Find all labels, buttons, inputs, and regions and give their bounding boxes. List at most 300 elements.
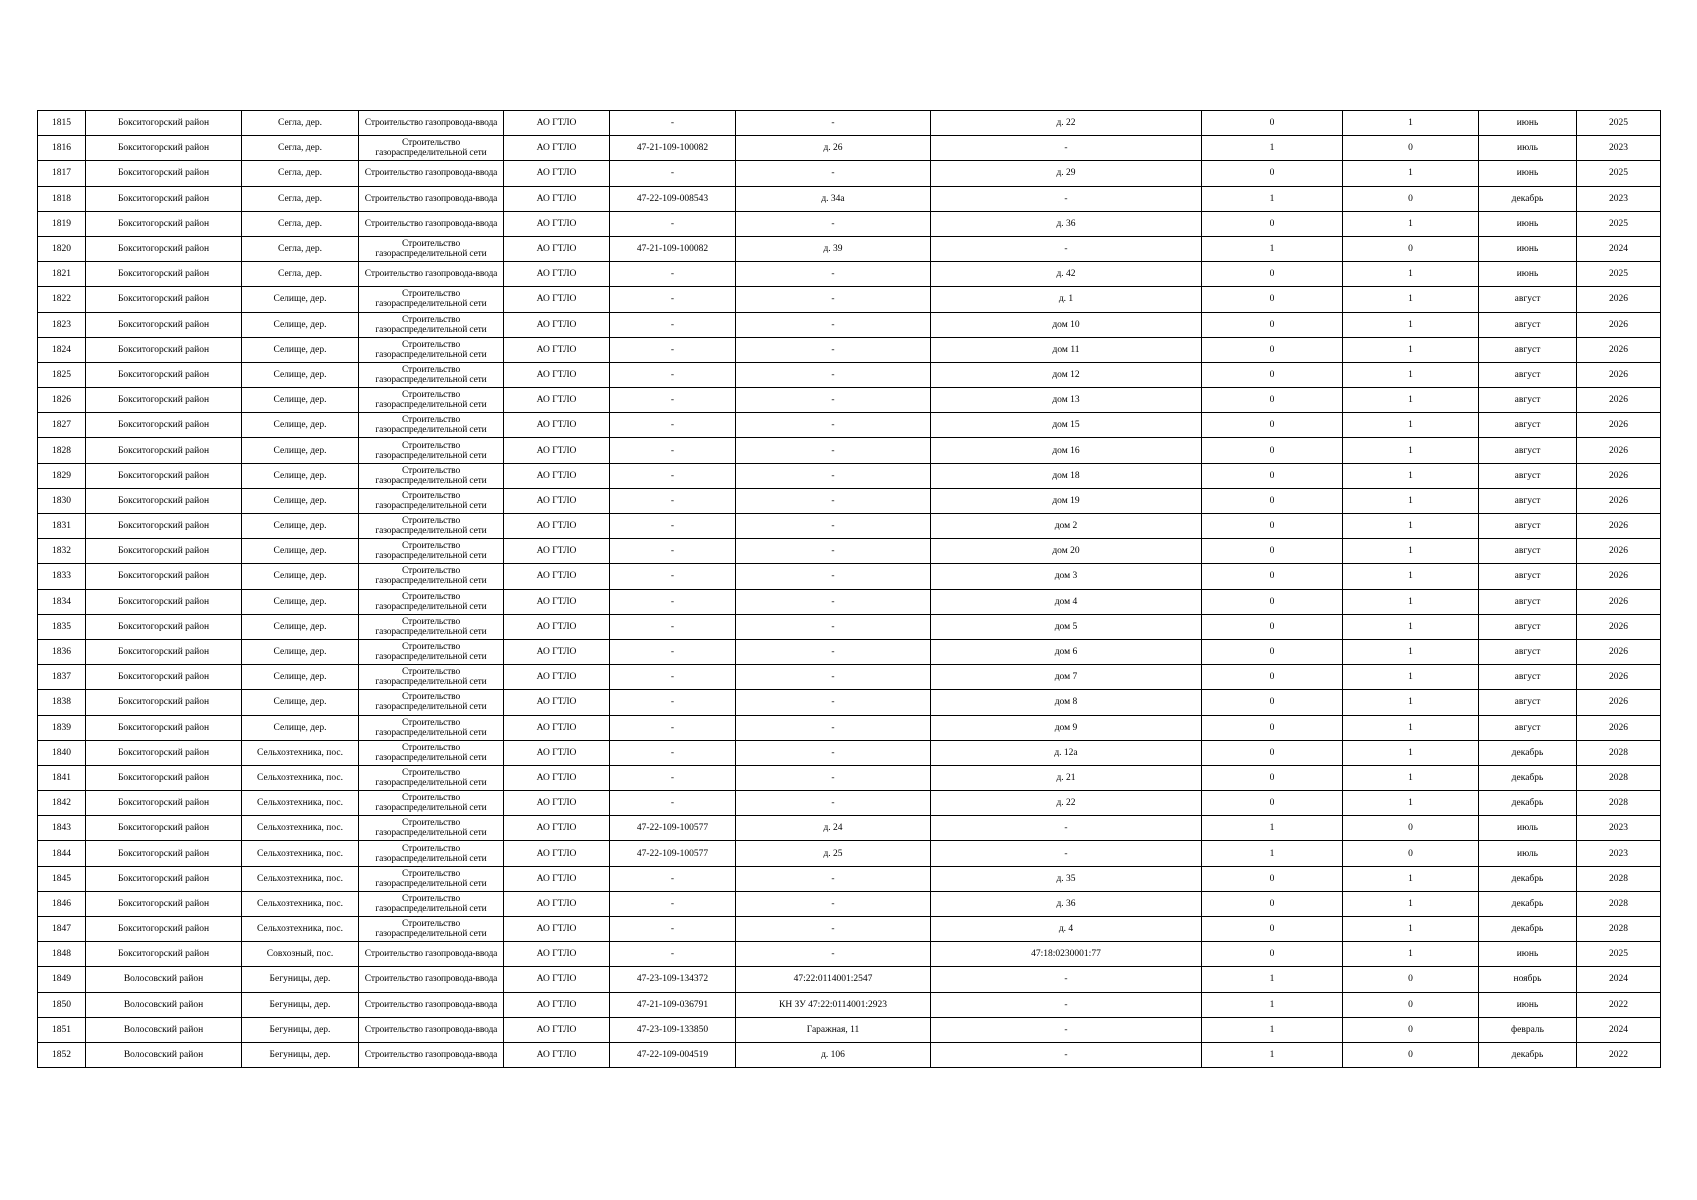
organization-cell: АО ГТЛО <box>504 740 610 765</box>
address-cell: - <box>736 438 931 463</box>
work-type-cell: Строительство газораспределительной сети <box>359 866 504 891</box>
organization-cell: АО ГТЛО <box>504 111 610 136</box>
organization-cell: АО ГТЛО <box>504 388 610 413</box>
month-cell: декабрь <box>1479 866 1577 891</box>
settlement-cell: Бегуницы, дер. <box>242 967 359 992</box>
year-cell: 2028 <box>1577 791 1661 816</box>
organization-cell: АО ГТЛО <box>504 816 610 841</box>
address-cell: - <box>736 564 931 589</box>
table-row <box>38 514 1661 539</box>
month-cell: август <box>1479 413 1577 438</box>
count-a-cell: 0 <box>1202 639 1343 664</box>
table-row <box>38 539 1661 564</box>
year-cell: 2026 <box>1577 665 1661 690</box>
work-type-cell: Строительство газораспределительной сети <box>359 312 504 337</box>
address-cell: - <box>736 665 931 690</box>
settlement-cell: Селище, дер. <box>242 639 359 664</box>
row-number-cell: 1851 <box>38 1017 86 1042</box>
month-cell: июль <box>1479 136 1577 161</box>
work-type-cell: Строительство газопровода-ввода <box>359 262 504 287</box>
year-cell: 2025 <box>1577 211 1661 236</box>
gasification-table <box>37 110 1661 1068</box>
year-cell: 2028 <box>1577 740 1661 765</box>
table-row <box>38 463 1661 488</box>
district-cell: Бокситогорский район <box>86 488 242 513</box>
object-cell: д. 12а <box>931 740 1202 765</box>
year-cell: 2022 <box>1577 992 1661 1017</box>
count-a-cell: 0 <box>1202 514 1343 539</box>
object-cell: д. 22 <box>931 791 1202 816</box>
month-cell: август <box>1479 388 1577 413</box>
district-cell: Бокситогорский район <box>86 111 242 136</box>
permit-number-cell: - <box>610 488 736 513</box>
table-row <box>38 362 1661 387</box>
object-cell: дом 13 <box>931 388 1202 413</box>
organization-cell: АО ГТЛО <box>504 488 610 513</box>
table-row <box>38 791 1661 816</box>
work-type-cell: Строительство газораспределительной сети <box>359 665 504 690</box>
month-cell: август <box>1479 287 1577 312</box>
count-b-cell: 1 <box>1343 891 1479 916</box>
permit-number-cell: 47-23-109-133850 <box>610 1017 736 1042</box>
district-cell: Бокситогорский район <box>86 539 242 564</box>
count-a-cell: 0 <box>1202 413 1343 438</box>
district-cell: Бокситогорский район <box>86 262 242 287</box>
row-number-cell: 1832 <box>38 539 86 564</box>
count-a-cell: 1 <box>1202 236 1343 261</box>
count-b-cell: 1 <box>1343 388 1479 413</box>
work-type-cell: Строительство газораспределительной сети <box>359 715 504 740</box>
table-row <box>38 564 1661 589</box>
object-cell: д. 29 <box>931 161 1202 186</box>
settlement-cell: Бегуницы, дер. <box>242 1042 359 1067</box>
address-cell: - <box>736 866 931 891</box>
row-number-cell: 1850 <box>38 992 86 1017</box>
year-cell: 2022 <box>1577 1042 1661 1067</box>
organization-cell: АО ГТЛО <box>504 211 610 236</box>
object-cell: дом 18 <box>931 463 1202 488</box>
address-cell: - <box>736 690 931 715</box>
year-cell: 2023 <box>1577 841 1661 866</box>
address-cell: д. 24 <box>736 816 931 841</box>
work-type-cell: Строительство газораспределительной сети <box>359 816 504 841</box>
object-cell: д. 1 <box>931 287 1202 312</box>
organization-cell: АО ГТЛО <box>504 967 610 992</box>
row-number-cell: 1815 <box>38 111 86 136</box>
district-cell: Бокситогорский район <box>86 816 242 841</box>
district-cell: Волосовский район <box>86 992 242 1017</box>
year-cell: 2025 <box>1577 161 1661 186</box>
settlement-cell: Бегуницы, дер. <box>242 1017 359 1042</box>
district-cell: Бокситогорский район <box>86 740 242 765</box>
address-cell: - <box>736 514 931 539</box>
permit-number-cell: - <box>610 539 736 564</box>
row-number-cell: 1852 <box>38 1042 86 1067</box>
work-type-cell: Строительство газораспределительной сети <box>359 539 504 564</box>
permit-number-cell: 47-22-109-100577 <box>610 841 736 866</box>
month-cell: июнь <box>1479 942 1577 967</box>
settlement-cell: Селище, дер. <box>242 287 359 312</box>
organization-cell: АО ГТЛО <box>504 841 610 866</box>
work-type-cell: Строительство газораспределительной сети <box>359 639 504 664</box>
row-number-cell: 1834 <box>38 589 86 614</box>
organization-cell: АО ГТЛО <box>504 463 610 488</box>
settlement-cell: Бегуницы, дер. <box>242 992 359 1017</box>
month-cell: декабрь <box>1479 791 1577 816</box>
organization-cell: АО ГТЛО <box>504 236 610 261</box>
count-b-cell: 1 <box>1343 539 1479 564</box>
count-a-cell: 1 <box>1202 816 1343 841</box>
count-b-cell: 1 <box>1343 111 1479 136</box>
work-type-cell: Строительство газопровода-ввода <box>359 967 504 992</box>
address-cell: Гаражная, 11 <box>736 1017 931 1042</box>
work-type-cell: Строительство газораспределительной сети <box>359 488 504 513</box>
organization-cell: АО ГТЛО <box>504 765 610 790</box>
object-cell: д. 42 <box>931 262 1202 287</box>
count-a-cell: 1 <box>1202 186 1343 211</box>
table-row <box>38 639 1661 664</box>
count-a-cell: 0 <box>1202 665 1343 690</box>
count-b-cell: 1 <box>1343 639 1479 664</box>
permit-number-cell: - <box>610 917 736 942</box>
count-a-cell: 1 <box>1202 992 1343 1017</box>
settlement-cell: Сельхозтехника, пос. <box>242 740 359 765</box>
month-cell: август <box>1479 589 1577 614</box>
count-a-cell: 0 <box>1202 715 1343 740</box>
year-cell: 2024 <box>1577 1017 1661 1042</box>
count-a-cell: 0 <box>1202 362 1343 387</box>
settlement-cell: Селище, дер. <box>242 312 359 337</box>
table-row <box>38 690 1661 715</box>
address-cell: - <box>736 488 931 513</box>
row-number-cell: 1836 <box>38 639 86 664</box>
count-b-cell: 0 <box>1343 1042 1479 1067</box>
row-number-cell: 1823 <box>38 312 86 337</box>
district-cell: Бокситогорский район <box>86 715 242 740</box>
work-type-cell: Строительство газораспределительной сети <box>359 765 504 790</box>
count-a-cell: 0 <box>1202 287 1343 312</box>
object-cell: дом 7 <box>931 665 1202 690</box>
district-cell: Бокситогорский район <box>86 841 242 866</box>
district-cell: Волосовский район <box>86 1042 242 1067</box>
year-cell: 2028 <box>1577 891 1661 916</box>
table-row <box>38 816 1661 841</box>
count-a-cell: 0 <box>1202 111 1343 136</box>
object-cell: д. 21 <box>931 765 1202 790</box>
settlement-cell: Селище, дер. <box>242 690 359 715</box>
settlement-cell: Сегла, дер. <box>242 262 359 287</box>
month-cell: август <box>1479 715 1577 740</box>
row-number-cell: 1826 <box>38 388 86 413</box>
count-b-cell: 0 <box>1343 136 1479 161</box>
table-row <box>38 1042 1661 1067</box>
organization-cell: АО ГТЛО <box>504 337 610 362</box>
permit-number-cell: - <box>610 942 736 967</box>
count-b-cell: 1 <box>1343 362 1479 387</box>
object-cell: - <box>931 1017 1202 1042</box>
object-cell: дом 10 <box>931 312 1202 337</box>
year-cell: 2026 <box>1577 639 1661 664</box>
work-type-cell: Строительство газораспределительной сети <box>359 791 504 816</box>
work-type-cell: Строительство газораспределительной сети <box>359 337 504 362</box>
object-cell: дом 2 <box>931 514 1202 539</box>
work-type-cell: Строительство газопровода-ввода <box>359 161 504 186</box>
work-type-cell: Строительство газопровода-ввода <box>359 186 504 211</box>
table-row <box>38 388 1661 413</box>
organization-cell: АО ГТЛО <box>504 161 610 186</box>
month-cell: август <box>1479 312 1577 337</box>
address-cell: - <box>736 639 931 664</box>
object-cell: - <box>931 236 1202 261</box>
settlement-cell: Селище, дер. <box>242 413 359 438</box>
permit-number-cell: - <box>610 564 736 589</box>
year-cell: 2025 <box>1577 111 1661 136</box>
year-cell: 2026 <box>1577 337 1661 362</box>
settlement-cell: Сегла, дер. <box>242 111 359 136</box>
count-a-cell: 0 <box>1202 589 1343 614</box>
organization-cell: АО ГТЛО <box>504 639 610 664</box>
permit-number-cell: - <box>610 639 736 664</box>
object-cell: дом 15 <box>931 413 1202 438</box>
permit-number-cell: - <box>610 715 736 740</box>
count-a-cell: 0 <box>1202 337 1343 362</box>
settlement-cell: Селище, дер. <box>242 388 359 413</box>
month-cell: август <box>1479 488 1577 513</box>
table-row <box>38 312 1661 337</box>
row-number-cell: 1849 <box>38 967 86 992</box>
month-cell: август <box>1479 362 1577 387</box>
district-cell: Бокситогорский район <box>86 765 242 790</box>
work-type-cell: Строительство газопровода-ввода <box>359 942 504 967</box>
work-type-cell: Строительство газораспределительной сети <box>359 614 504 639</box>
table-row <box>38 186 1661 211</box>
organization-cell: АО ГТЛО <box>504 186 610 211</box>
work-type-cell: Строительство газораспределительной сети <box>359 917 504 942</box>
table-row <box>38 665 1661 690</box>
year-cell: 2026 <box>1577 287 1661 312</box>
table-row <box>38 161 1661 186</box>
row-number-cell: 1824 <box>38 337 86 362</box>
count-a-cell: 0 <box>1202 463 1343 488</box>
address-cell: д. 26 <box>736 136 931 161</box>
table-row <box>38 866 1661 891</box>
month-cell: август <box>1479 639 1577 664</box>
count-b-cell: 1 <box>1343 942 1479 967</box>
count-a-cell: 0 <box>1202 262 1343 287</box>
table-row <box>38 891 1661 916</box>
district-cell: Бокситогорский район <box>86 312 242 337</box>
address-cell: - <box>736 463 931 488</box>
year-cell: 2028 <box>1577 917 1661 942</box>
object-cell: дом 5 <box>931 614 1202 639</box>
permit-number-cell: - <box>610 514 736 539</box>
count-b-cell: 1 <box>1343 514 1479 539</box>
work-type-cell: Строительство газопровода-ввода <box>359 1017 504 1042</box>
count-b-cell: 0 <box>1343 992 1479 1017</box>
district-cell: Бокситогорский район <box>86 337 242 362</box>
district-cell: Бокситогорский район <box>86 942 242 967</box>
count-b-cell: 1 <box>1343 438 1479 463</box>
work-type-cell: Строительство газораспределительной сети <box>359 514 504 539</box>
permit-number-cell: - <box>610 262 736 287</box>
count-b-cell: 1 <box>1343 312 1479 337</box>
work-type-cell: Строительство газораспределительной сети <box>359 362 504 387</box>
address-cell: - <box>736 388 931 413</box>
district-cell: Бокситогорский район <box>86 388 242 413</box>
year-cell: 2026 <box>1577 514 1661 539</box>
settlement-cell: Селище, дер. <box>242 488 359 513</box>
row-number-cell: 1825 <box>38 362 86 387</box>
organization-cell: АО ГТЛО <box>504 665 610 690</box>
address-cell: - <box>736 362 931 387</box>
table-row <box>38 715 1661 740</box>
district-cell: Бокситогорский район <box>86 614 242 639</box>
count-b-cell: 1 <box>1343 337 1479 362</box>
year-cell: 2023 <box>1577 816 1661 841</box>
year-cell: 2026 <box>1577 312 1661 337</box>
district-cell: Бокситогорский район <box>86 589 242 614</box>
month-cell: февраль <box>1479 1017 1577 1042</box>
work-type-cell: Строительство газораспределительной сети <box>359 740 504 765</box>
year-cell: 2028 <box>1577 765 1661 790</box>
year-cell: 2026 <box>1577 589 1661 614</box>
table-row <box>38 614 1661 639</box>
row-number-cell: 1835 <box>38 614 86 639</box>
district-cell: Бокситогорский район <box>86 362 242 387</box>
settlement-cell: Селище, дер. <box>242 337 359 362</box>
count-a-cell: 0 <box>1202 564 1343 589</box>
count-b-cell: 1 <box>1343 690 1479 715</box>
settlement-cell: Селище, дер. <box>242 665 359 690</box>
row-number-cell: 1816 <box>38 136 86 161</box>
address-cell: - <box>736 337 931 362</box>
count-a-cell: 0 <box>1202 211 1343 236</box>
permit-number-cell: - <box>610 740 736 765</box>
organization-cell: АО ГТЛО <box>504 942 610 967</box>
district-cell: Бокситогорский район <box>86 917 242 942</box>
table-body <box>38 111 1661 1068</box>
permit-number-cell: - <box>610 111 736 136</box>
row-number-cell: 1833 <box>38 564 86 589</box>
district-cell: Бокситогорский район <box>86 287 242 312</box>
table-row <box>38 967 1661 992</box>
permit-number-cell: 47-21-109-100082 <box>610 236 736 261</box>
district-cell: Бокситогорский район <box>86 161 242 186</box>
organization-cell: АО ГТЛО <box>504 1017 610 1042</box>
row-number-cell: 1843 <box>38 816 86 841</box>
count-a-cell: 0 <box>1202 161 1343 186</box>
count-b-cell: 1 <box>1343 413 1479 438</box>
year-cell: 2026 <box>1577 715 1661 740</box>
settlement-cell: Сельхозтехника, пос. <box>242 841 359 866</box>
table-row <box>38 413 1661 438</box>
address-cell: - <box>736 715 931 740</box>
object-cell: дом 16 <box>931 438 1202 463</box>
year-cell: 2026 <box>1577 362 1661 387</box>
settlement-cell: Селище, дер. <box>242 564 359 589</box>
month-cell: июнь <box>1479 236 1577 261</box>
row-number-cell: 1846 <box>38 891 86 916</box>
work-type-cell: Строительство газопровода-ввода <box>359 111 504 136</box>
count-b-cell: 1 <box>1343 917 1479 942</box>
address-cell: д. 39 <box>736 236 931 261</box>
organization-cell: АО ГТЛО <box>504 866 610 891</box>
permit-number-cell: - <box>610 614 736 639</box>
count-b-cell: 0 <box>1343 841 1479 866</box>
table-row <box>38 211 1661 236</box>
work-type-cell: Строительство газораспределительной сети <box>359 413 504 438</box>
district-cell: Бокситогорский район <box>86 211 242 236</box>
month-cell: август <box>1479 438 1577 463</box>
work-type-cell: Строительство газораспределительной сети <box>359 287 504 312</box>
organization-cell: АО ГТЛО <box>504 690 610 715</box>
address-cell: - <box>736 765 931 790</box>
year-cell: 2026 <box>1577 488 1661 513</box>
year-cell: 2026 <box>1577 438 1661 463</box>
district-cell: Бокситогорский район <box>86 665 242 690</box>
district-cell: Бокситогорский район <box>86 236 242 261</box>
settlement-cell: Сегла, дер. <box>242 186 359 211</box>
month-cell: июнь <box>1479 211 1577 236</box>
work-type-cell: Строительство газораспределительной сети <box>359 388 504 413</box>
month-cell: декабрь <box>1479 765 1577 790</box>
row-number-cell: 1828 <box>38 438 86 463</box>
month-cell: август <box>1479 463 1577 488</box>
settlement-cell: Совхозный, пос. <box>242 942 359 967</box>
count-a-cell: 0 <box>1202 740 1343 765</box>
settlement-cell: Сегла, дер. <box>242 211 359 236</box>
address-cell: - <box>736 740 931 765</box>
count-a-cell: 0 <box>1202 765 1343 790</box>
work-type-cell: Строительство газораспределительной сети <box>359 236 504 261</box>
table-row <box>38 917 1661 942</box>
month-cell: август <box>1479 514 1577 539</box>
object-cell: дом 6 <box>931 639 1202 664</box>
permit-number-cell: - <box>610 211 736 236</box>
address-cell: - <box>736 111 931 136</box>
count-b-cell: 1 <box>1343 614 1479 639</box>
row-number-cell: 1844 <box>38 841 86 866</box>
count-b-cell: 0 <box>1343 967 1479 992</box>
settlement-cell: Сельхозтехника, пос. <box>242 791 359 816</box>
count-b-cell: 1 <box>1343 589 1479 614</box>
permit-number-cell: - <box>610 866 736 891</box>
table-row <box>38 287 1661 312</box>
year-cell: 2026 <box>1577 388 1661 413</box>
table-row <box>38 1017 1661 1042</box>
organization-cell: АО ГТЛО <box>504 715 610 740</box>
object-cell: д. 36 <box>931 211 1202 236</box>
address-cell: - <box>736 539 931 564</box>
object-cell: - <box>931 1042 1202 1067</box>
count-b-cell: 1 <box>1343 262 1479 287</box>
month-cell: декабрь <box>1479 186 1577 211</box>
permit-number-cell: 47-22-109-004519 <box>610 1042 736 1067</box>
count-b-cell: 1 <box>1343 488 1479 513</box>
object-cell: - <box>931 186 1202 211</box>
organization-cell: АО ГТЛО <box>504 539 610 564</box>
year-cell: 2024 <box>1577 236 1661 261</box>
row-number-cell: 1837 <box>38 665 86 690</box>
work-type-cell: Строительство газораспределительной сети <box>359 136 504 161</box>
permit-number-cell: - <box>610 312 736 337</box>
row-number-cell: 1839 <box>38 715 86 740</box>
count-b-cell: 1 <box>1343 211 1479 236</box>
year-cell: 2026 <box>1577 413 1661 438</box>
object-cell: д. 35 <box>931 866 1202 891</box>
organization-cell: АО ГТЛО <box>504 438 610 463</box>
count-b-cell: 1 <box>1343 715 1479 740</box>
